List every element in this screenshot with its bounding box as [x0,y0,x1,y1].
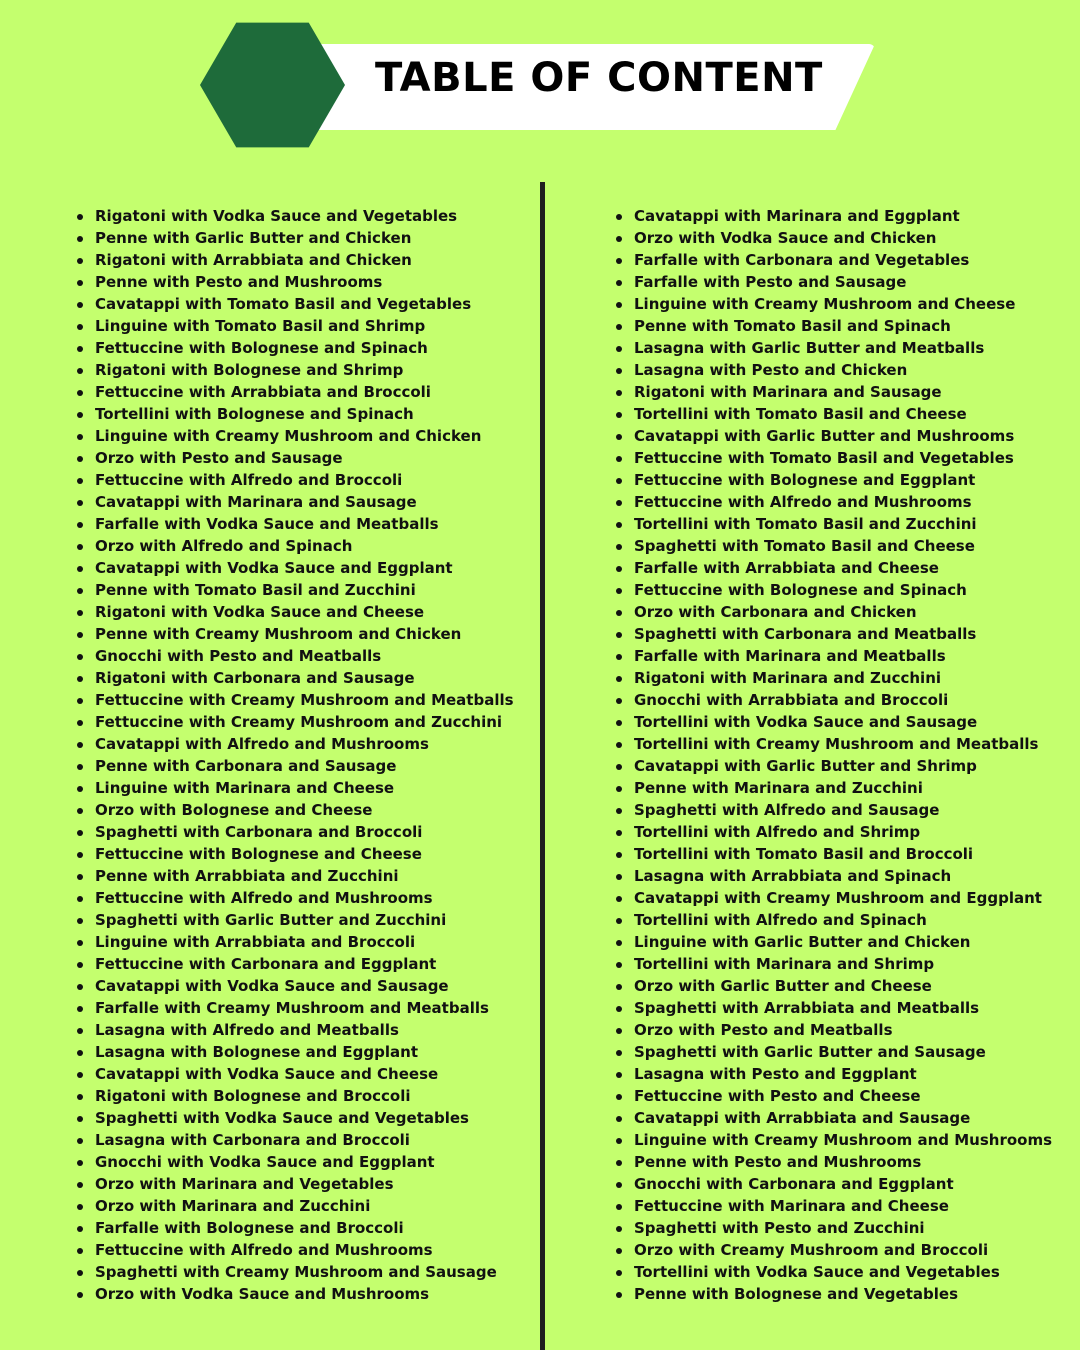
toc-entry: Tortellini with Tomato Basil and Zucchini [614,513,1074,535]
toc-entry: Cavatappi with Vodka Sauce and Cheese [75,1063,535,1085]
toc-entry: Tortellini with Bolognese and Spinach [75,403,535,425]
toc-entry: Rigatoni with Marinara and Zucchini [614,667,1074,689]
toc-entry: Fettuccine with Alfredo and Mushrooms [75,1239,535,1261]
toc-entry: Spaghetti with Creamy Mushroom and Sausage [75,1261,535,1283]
toc-entry: Spaghetti with Garlic Butter and Sausage [614,1041,1074,1063]
toc-entry: Gnocchi with Arrabbiata and Broccoli [614,689,1074,711]
toc-entry: Fettuccine with Marinara and Cheese [614,1195,1074,1217]
toc-entry: Rigatoni with Bolognese and Broccoli [75,1085,535,1107]
toc-entry: Penne with Arrabbiata and Zucchini [75,865,535,887]
toc-entry: Fettuccine with Arrabbiata and Broccoli [75,381,535,403]
toc-entry: Cavatappi with Tomato Basil and Vegetables [75,293,535,315]
toc-entry: Penne with Garlic Butter and Chicken [75,227,535,249]
toc-entry: Tortellini with Alfredo and Spinach [614,909,1074,931]
toc-entry: Cavatappi with Garlic Butter and Shrimp [614,755,1074,777]
toc-entry: Penne with Bolognese and Vegetables [614,1283,1074,1305]
toc-entry: Orzo with Pesto and Meatballs [614,1019,1074,1041]
toc-entry: Cavatappi with Vodka Sauce and Sausage [75,975,535,997]
toc-entry: Linguine with Creamy Mushroom and Cheese [614,293,1074,315]
toc-entry: Spaghetti with Alfredo and Sausage [614,799,1074,821]
toc-entry: Rigatoni with Vodka Sauce and Vegetables [75,205,535,227]
toc-entry: Tortellini with Creamy Mushroom and Meatballs [614,733,1074,755]
toc-entry: Orzo with Creamy Mushroom and Broccoli [614,1239,1074,1261]
toc-entry: Farfalle with Bolognese and Broccoli [75,1217,535,1239]
toc-entry: Gnocchi with Pesto and Meatballs [75,645,535,667]
toc-entry: Lasagna with Alfredo and Meatballs [75,1019,535,1041]
toc-left-column [75,205,535,1305]
toc-entry: Linguine with Arrabbiata and Broccoli [75,931,535,953]
toc-entry: Rigatoni with Bolognese and Shrimp [75,359,535,381]
toc-entry: Farfalle with Marinara and Meatballs [614,645,1074,667]
toc-entry: Lasagna with Bolognese and Eggplant [75,1041,535,1063]
toc-entry: Spaghetti with Garlic Butter and Zucchini [75,909,535,931]
toc-entry: Spaghetti with Carbonara and Broccoli [75,821,535,843]
toc-entry: Spaghetti with Pesto and Zucchini [614,1217,1074,1239]
toc-entry: Fettuccine with Tomato Basil and Vegetables [614,447,1074,469]
toc-entry: Tortellini with Marinara and Shrimp [614,953,1074,975]
toc-entry: Tortellini with Alfredo and Shrimp [614,821,1074,843]
page-title: TABLE OF CONTENT [375,55,823,101]
toc-entry: Fettuccine with Creamy Mushroom and Zucchini [75,711,535,733]
toc-entry: Tortellini with Vodka Sauce and Vegetables [614,1261,1074,1283]
toc-entry: Fettuccine with Creamy Mushroom and Meatballs [75,689,535,711]
toc-entry: Gnocchi with Vodka Sauce and Eggplant [75,1151,535,1173]
toc-entry: Orzo with Garlic Butter and Cheese [614,975,1074,997]
toc-entry: Fettuccine with Alfredo and Mushrooms [75,887,535,909]
toc-entry: Spaghetti with Arrabbiata and Meatballs [614,997,1074,1019]
toc-entry: Rigatoni with Marinara and Sausage [614,381,1074,403]
toc-entry: Penne with Pesto and Mushrooms [614,1151,1074,1173]
toc-entry: Farfalle with Pesto and Sausage [614,271,1074,293]
toc-entry: Rigatoni with Arrabbiata and Chicken [75,249,535,271]
toc-entry: Cavatappi with Arrabbiata and Sausage [614,1107,1074,1129]
toc-entry: Orzo with Carbonara and Chicken [614,601,1074,623]
toc-entry: Linguine with Creamy Mushroom and Mushrooms [614,1129,1074,1151]
toc-entry: Fettuccine with Pesto and Cheese [614,1085,1074,1107]
toc-entry: Fettuccine with Alfredo and Mushrooms [614,491,1074,513]
toc-entry: Orzo with Pesto and Sausage [75,447,535,469]
toc-entry: Spaghetti with Tomato Basil and Cheese [614,535,1074,557]
toc-entry: Orzo with Bolognese and Cheese [75,799,535,821]
toc-entry: Farfalle with Carbonara and Vegetables [614,249,1074,271]
toc-entry: Cavatappi with Marinara and Sausage [75,491,535,513]
toc-entry: Orzo with Vodka Sauce and Mushrooms [75,1283,535,1305]
toc-entry: Rigatoni with Carbonara and Sausage [75,667,535,689]
toc-entry: Spaghetti with Carbonara and Meatballs [614,623,1074,645]
toc-entry: Cavatappi with Marinara and Eggplant [614,205,1074,227]
toc-entry: Rigatoni with Vodka Sauce and Cheese [75,601,535,623]
toc-entry: Lasagna with Pesto and Eggplant [614,1063,1074,1085]
toc-entry: Penne with Tomato Basil and Zucchini [75,579,535,601]
toc-entry: Fettuccine with Carbonara and Eggplant [75,953,535,975]
hexagon-badge [200,20,345,150]
toc-right-column [614,205,1074,1305]
toc-entry: Spaghetti with Vodka Sauce and Vegetables [75,1107,535,1129]
toc-entry: Farfalle with Vodka Sauce and Meatballs [75,513,535,535]
toc-entry: Tortellini with Vodka Sauce and Sausage [614,711,1074,733]
toc-entry: Orzo with Vodka Sauce and Chicken [614,227,1074,249]
toc-entry: Cavatappi with Creamy Mushroom and Eggplant [614,887,1074,909]
toc-entry: Cavatappi with Garlic Butter and Mushrooms [614,425,1074,447]
toc-entry: Linguine with Tomato Basil and Shrimp [75,315,535,337]
toc-entry: Penne with Marinara and Zucchini [614,777,1074,799]
column-divider [540,182,545,1350]
toc-entry: Farfalle with Creamy Mushroom and Meatballs [75,997,535,1019]
toc-entry: Penne with Carbonara and Sausage [75,755,535,777]
toc-entry: Orzo with Marinara and Zucchini [75,1195,535,1217]
toc-entry: Penne with Tomato Basil and Spinach [614,315,1074,337]
toc-entry: Orzo with Marinara and Vegetables [75,1173,535,1195]
toc-entry: Tortellini with Tomato Basil and Broccoli [614,843,1074,865]
toc-entry: Fettuccine with Bolognese and Cheese [75,843,535,865]
toc-entry: Farfalle with Arrabbiata and Cheese [614,557,1074,579]
toc-entry: Linguine with Garlic Butter and Chicken [614,931,1074,953]
toc-entry: Linguine with Marinara and Cheese [75,777,535,799]
toc-entry: Fettuccine with Alfredo and Broccoli [75,469,535,491]
toc-entry: Fettuccine with Bolognese and Eggplant [614,469,1074,491]
toc-entry: Lasagna with Pesto and Chicken [614,359,1074,381]
toc-entry: Cavatappi with Alfredo and Mushrooms [75,733,535,755]
toc-entry: Lasagna with Garlic Butter and Meatballs [614,337,1074,359]
toc-entry: Tortellini with Tomato Basil and Cheese [614,403,1074,425]
toc-entry: Lasagna with Arrabbiata and Spinach [614,865,1074,887]
toc-entry: Fettuccine with Bolognese and Spinach [75,337,535,359]
toc-entry: Gnocchi with Carbonara and Eggplant [614,1173,1074,1195]
toc-entry: Lasagna with Carbonara and Broccoli [75,1129,535,1151]
toc-entry: Penne with Pesto and Mushrooms [75,271,535,293]
toc-entry: Penne with Creamy Mushroom and Chicken [75,623,535,645]
toc-entry: Cavatappi with Vodka Sauce and Eggplant [75,557,535,579]
toc-entry: Orzo with Alfredo and Spinach [75,535,535,557]
toc-entry: Linguine with Creamy Mushroom and Chicken [75,425,535,447]
header-banner [200,20,880,152]
toc-entry: Fettuccine with Bolognese and Spinach [614,579,1074,601]
